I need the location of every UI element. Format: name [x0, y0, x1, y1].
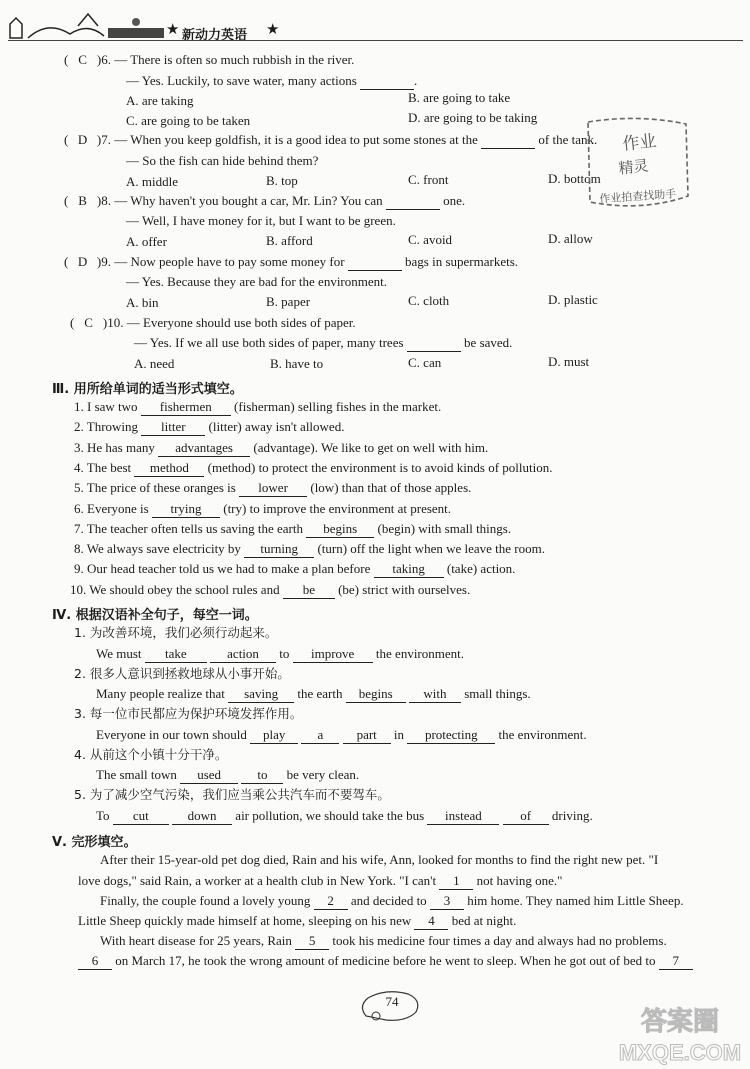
filled-answer: part — [343, 727, 391, 744]
option-b: B. top — [266, 173, 298, 188]
cloze-blank-4: 4 — [414, 913, 448, 930]
cloze-blank-6: 6 — [78, 953, 112, 970]
option-a: A. bin — [126, 295, 159, 310]
answer-blank — [386, 193, 440, 210]
filled-answer: protecting — [407, 727, 495, 744]
option-a: A. are taking — [126, 93, 194, 108]
cloze-blank-2: 2 — [314, 893, 348, 910]
filled-answer: begins — [346, 686, 406, 703]
section-3-title: Ⅲ. 用所给单词的适当形式填空。 — [52, 382, 243, 397]
filled-answer: used — [180, 767, 238, 784]
filled-answer: begins — [306, 521, 374, 538]
filled-answer: instead — [427, 808, 499, 825]
cloze-blank-7: 7 — [659, 953, 693, 970]
page-header — [8, 6, 748, 42]
option-d: D. are going to be taking — [408, 110, 538, 125]
option-b: B. are going to take — [408, 90, 511, 105]
cloze-blank-1: 1 — [439, 873, 473, 890]
filled-answer: fishermen — [141, 399, 231, 416]
answer-blank — [348, 254, 402, 271]
svg-text:作业: 作业 — [621, 131, 658, 155]
section-4-title: Ⅳ. 根据汉语补全句子，每空一词。 — [52, 608, 258, 623]
cloze-blank-3: 3 — [430, 893, 464, 910]
option-b: B. afford — [266, 233, 313, 248]
filled-answer: saving — [228, 686, 294, 703]
answer-letter: D — [77, 132, 88, 147]
answer-letter: D — [77, 254, 88, 269]
filled-answer: action — [210, 646, 276, 663]
svg-text:答案圈: 答案圈 — [640, 1007, 720, 1037]
response-text: — Well, I have money for it, but I want to be green. — [126, 213, 396, 228]
option-d: D. bottom — [548, 171, 601, 186]
filled-answer: taking — [374, 561, 444, 578]
option-a: A. middle — [126, 174, 178, 189]
option-c: C. avoid — [408, 232, 453, 247]
header-divider — [8, 40, 743, 41]
filled-answer: down — [172, 808, 232, 825]
filled-answer: play — [250, 727, 298, 744]
response-text: — Yes. Because they are bad for the environment. — [126, 274, 388, 289]
option-a: A. need — [134, 356, 175, 371]
cloze-blank-5: 5 — [295, 933, 329, 950]
option-c: C. cloth — [408, 293, 450, 308]
answer-letter: C — [84, 315, 93, 330]
svg-text:精灵: 精灵 — [617, 156, 650, 178]
option-b: B. have to — [270, 356, 324, 371]
filled-answer: trying — [152, 501, 220, 518]
site-watermark — [610, 1000, 750, 1069]
option-b: B. paper — [266, 294, 311, 309]
answer-letter: B — [78, 193, 87, 208]
option-c: C. front — [408, 172, 449, 187]
filled-answer: with — [409, 686, 461, 703]
filled-answer: be — [283, 582, 335, 599]
filled-answer: method — [134, 460, 204, 477]
option-d: D. allow — [548, 231, 593, 246]
filled-answer: take — [145, 646, 207, 663]
option-a: A. offer — [126, 234, 167, 249]
filled-answer: cut — [113, 808, 169, 825]
question-text: — There is often so much rubbish in the river. — [114, 52, 355, 67]
answer-blank — [481, 132, 535, 149]
header-star-icon: ★ — [266, 22, 280, 38]
filled-answer: advantages — [158, 440, 250, 457]
header-decoration-icon — [8, 12, 168, 42]
answer-blank — [407, 335, 461, 352]
answer-blank — [360, 73, 414, 90]
filled-answer: lower — [239, 480, 307, 497]
filled-answer: of — [503, 808, 549, 825]
page-number: 74 — [385, 994, 399, 1009]
filled-answer: a — [301, 727, 339, 744]
homework-stamp — [582, 112, 694, 216]
filled-answer: turning — [244, 541, 314, 558]
option-c: C. are going to be taken — [126, 113, 251, 128]
response-text: — So the fish can hide behind them? — [126, 153, 319, 168]
svg-text:作业拍查找助手: 作业拍查找助手 — [598, 187, 677, 206]
book-title: 新动力英语 — [182, 28, 248, 43]
option-c: C. can — [408, 355, 442, 370]
section-5-title: Ⅴ. 完形填空。 — [52, 835, 137, 850]
header-star-icon: ★ — [166, 22, 180, 38]
page-number-badge — [356, 986, 426, 1026]
answer-letter: C — [78, 52, 87, 67]
question-text: — Everyone should use both sides of paper. — [126, 315, 356, 330]
option-d: D. plastic — [548, 292, 598, 307]
filled-answer: to — [241, 767, 283, 784]
option-d: D. must — [548, 354, 590, 369]
filled-answer: litter — [141, 419, 205, 436]
filled-answer: improve — [293, 646, 373, 663]
svg-text:MXQE.COM: MXQE.COM — [618, 1040, 742, 1065]
